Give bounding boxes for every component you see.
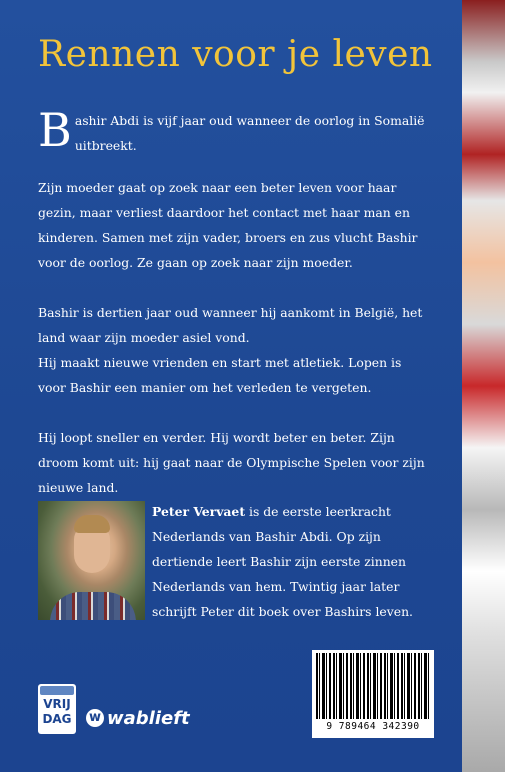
paragraph-mother: Zijn moeder gaat op zoek naar een beter leven voor haar gezin, maar verliest daardoor het contact met haar man en kinderen. Samen met zijn vader, broers en zus vlucht Bashir voor de oorlog. Ze gaan op zoek naar zijn moeder. bbox=[38, 180, 418, 270]
paragraph-intro bbox=[38, 103, 433, 158]
barcode-bars bbox=[316, 653, 430, 719]
author-shirt bbox=[50, 592, 136, 620]
vrijdag-logo bbox=[38, 684, 76, 734]
paragraph-belgium-line-a: Bashir is dertien jaar oud wanneer hij aankomt in België, het land waar zijn moeder asiel vond. bbox=[38, 305, 423, 345]
spine-photo-edge bbox=[462, 0, 505, 772]
isbn-barcode bbox=[312, 650, 434, 738]
author-photo bbox=[38, 501, 145, 620]
author-bio-text: is de eerste leerkracht Nederlands van Bashir Abdi. Op zijn dertiende leert Bashir zijn eerste zinnen Nederlands van hem. Twintig jaar later schrijft Peter dit boek over Bashirs leven. bbox=[152, 504, 413, 619]
author-bio bbox=[152, 499, 437, 624]
book-title: Rennen voor je leven bbox=[38, 34, 433, 75]
drop-cap: B bbox=[38, 103, 72, 157]
wablieft-logo bbox=[86, 703, 190, 733]
vrijdag-logo-line1: VRIJ bbox=[43, 697, 71, 711]
isbn-number: 9 789464 342390 bbox=[326, 721, 420, 732]
paragraph-belgium-line-b: Hij maakt nieuwe vrienden en start met atletiek. Lopen is voor Bashir een manier om het verleden te vergeten. bbox=[38, 355, 402, 395]
paragraph-belgium bbox=[38, 300, 433, 400]
vrijdag-logo-line2: DAG bbox=[42, 712, 72, 726]
author-hair bbox=[74, 515, 110, 533]
wablieft-mark-icon: w bbox=[86, 709, 104, 727]
author-name: Peter Vervaet bbox=[152, 504, 246, 519]
paragraph-intro-text: ashir Abdi is vijf jaar oud wanneer de oorlog in Somalië uitbreekt. bbox=[74, 113, 425, 153]
paragraph-olympics: Hij loopt sneller en verder. Hij wordt beter en beter. Zijn droom komt uit: hij gaat naar de Olympische Spelen voor zijn nieuwe land. bbox=[38, 430, 425, 495]
vrijdag-logo-band bbox=[40, 686, 74, 695]
wablieft-wordmark: wablieft bbox=[107, 707, 190, 729]
